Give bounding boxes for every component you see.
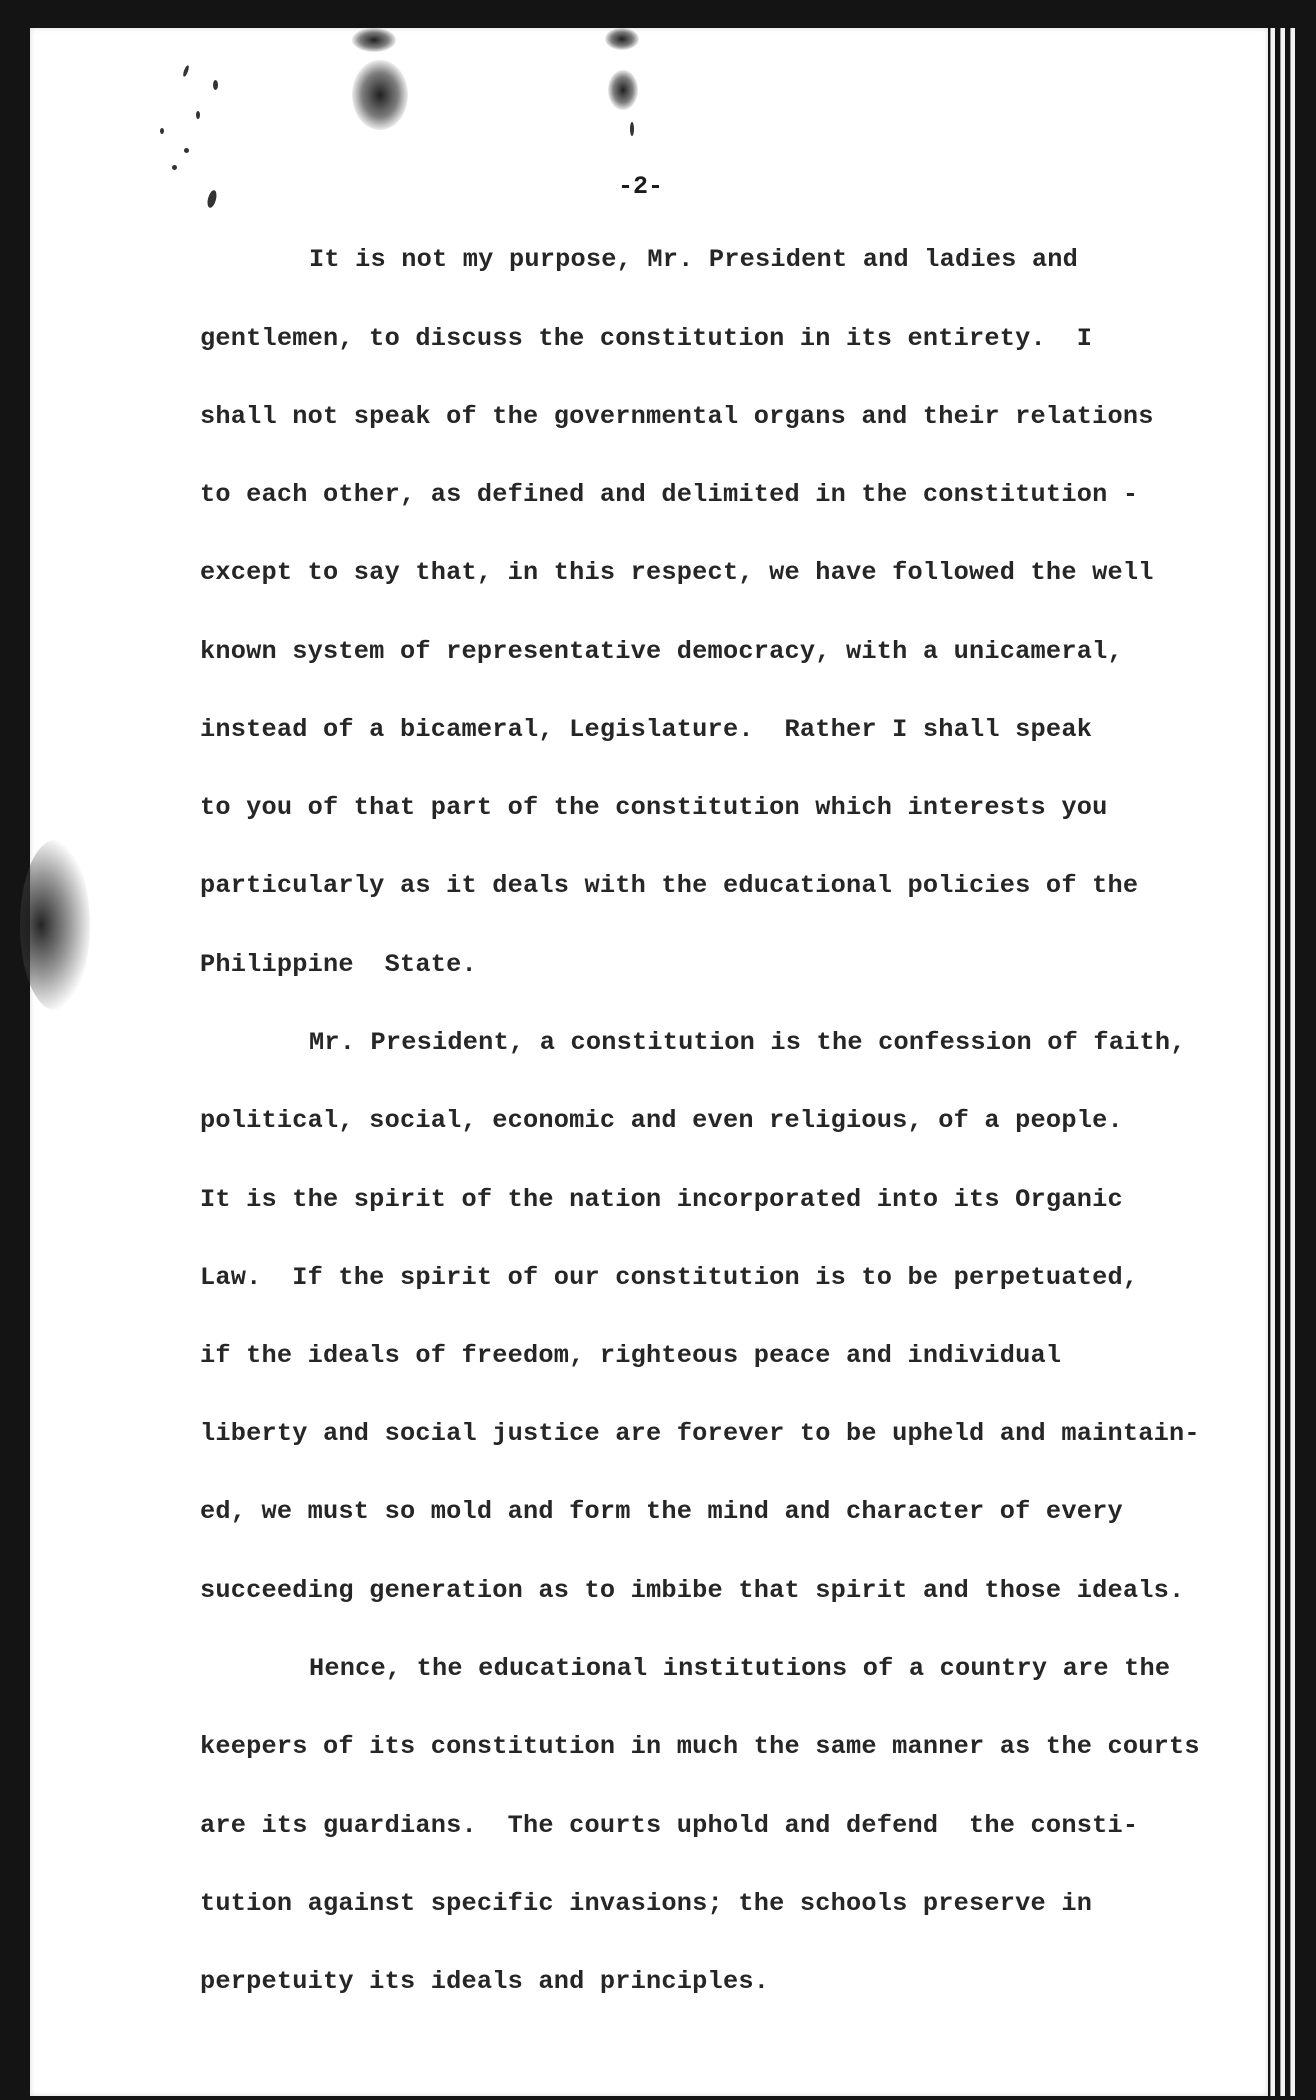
ink-smudge <box>20 840 90 1010</box>
ink-smudge <box>352 28 396 52</box>
ink-smudge <box>605 28 639 50</box>
text-line: known system of representative democracy, with a unicameral, <box>200 637 1123 666</box>
text-line: succeeding generation as to imbibe that spirit and those ideals. <box>200 1576 1185 1605</box>
ink-speck <box>196 111 200 119</box>
text-line: Hence, the educational institutions of a country are the <box>309 1654 1171 1683</box>
text-line: Mr. President, a constitution is the confession of faith, <box>309 1028 1186 1057</box>
text-line: are its guardians. The courts uphold and defend the consti- <box>200 1811 1139 1840</box>
ink-speck <box>213 80 218 90</box>
text-line: shall not speak of the governmental organs and their relations <box>200 402 1154 431</box>
ink-speck <box>160 128 164 134</box>
page-number: -2- <box>618 172 664 201</box>
ink-speck <box>172 165 177 170</box>
text-line: It is not my purpose, Mr. President and ladies and <box>309 245 1079 274</box>
paper-edge <box>1270 28 1275 2096</box>
text-line: particularly as it deals with the educational policies of the <box>200 871 1139 900</box>
text-line: keepers of its constitution in much the same manner as the courts <box>200 1732 1200 1761</box>
paper-edge <box>1290 28 1295 2096</box>
text-line: Law. If the spirit of our constitution is to be perpetuated, <box>200 1263 1139 1292</box>
ink-speck <box>184 148 189 153</box>
text-line: gentlemen, to discuss the constitution in its entirety. I <box>200 324 1093 353</box>
text-line: perpetuity its ideals and principles. <box>200 1967 770 1996</box>
paper-edge <box>1280 28 1285 2096</box>
text-line: It is the spirit of the nation incorporated into its Organic <box>200 1185 1123 1214</box>
text-line: tution against specific invasions; the schools preserve in <box>200 1889 1093 1918</box>
text-line: to each other, as defined and delimited in the constitution - <box>200 480 1139 509</box>
ink-smudge <box>608 70 638 110</box>
text-line: political, social, economic and even religious, of a people. <box>200 1106 1123 1135</box>
text-line: ed, we must so mold and form the mind and character of every <box>200 1497 1123 1526</box>
text-line: Philippine State. <box>200 950 477 979</box>
ink-smudge <box>352 60 408 130</box>
text-line: instead of a bicameral, Legislature. Rather I shall speak <box>200 715 1093 744</box>
ink-speck <box>630 122 634 136</box>
text-line: if the ideals of freedom, righteous peace and individual <box>200 1341 1062 1370</box>
text-line: to you of that part of the constitution which interests you <box>200 793 1108 822</box>
text-line: except to say that, in this respect, we have followed the well <box>200 558 1154 587</box>
text-line: liberty and social justice are forever to be upheld and maintain- <box>200 1419 1200 1448</box>
